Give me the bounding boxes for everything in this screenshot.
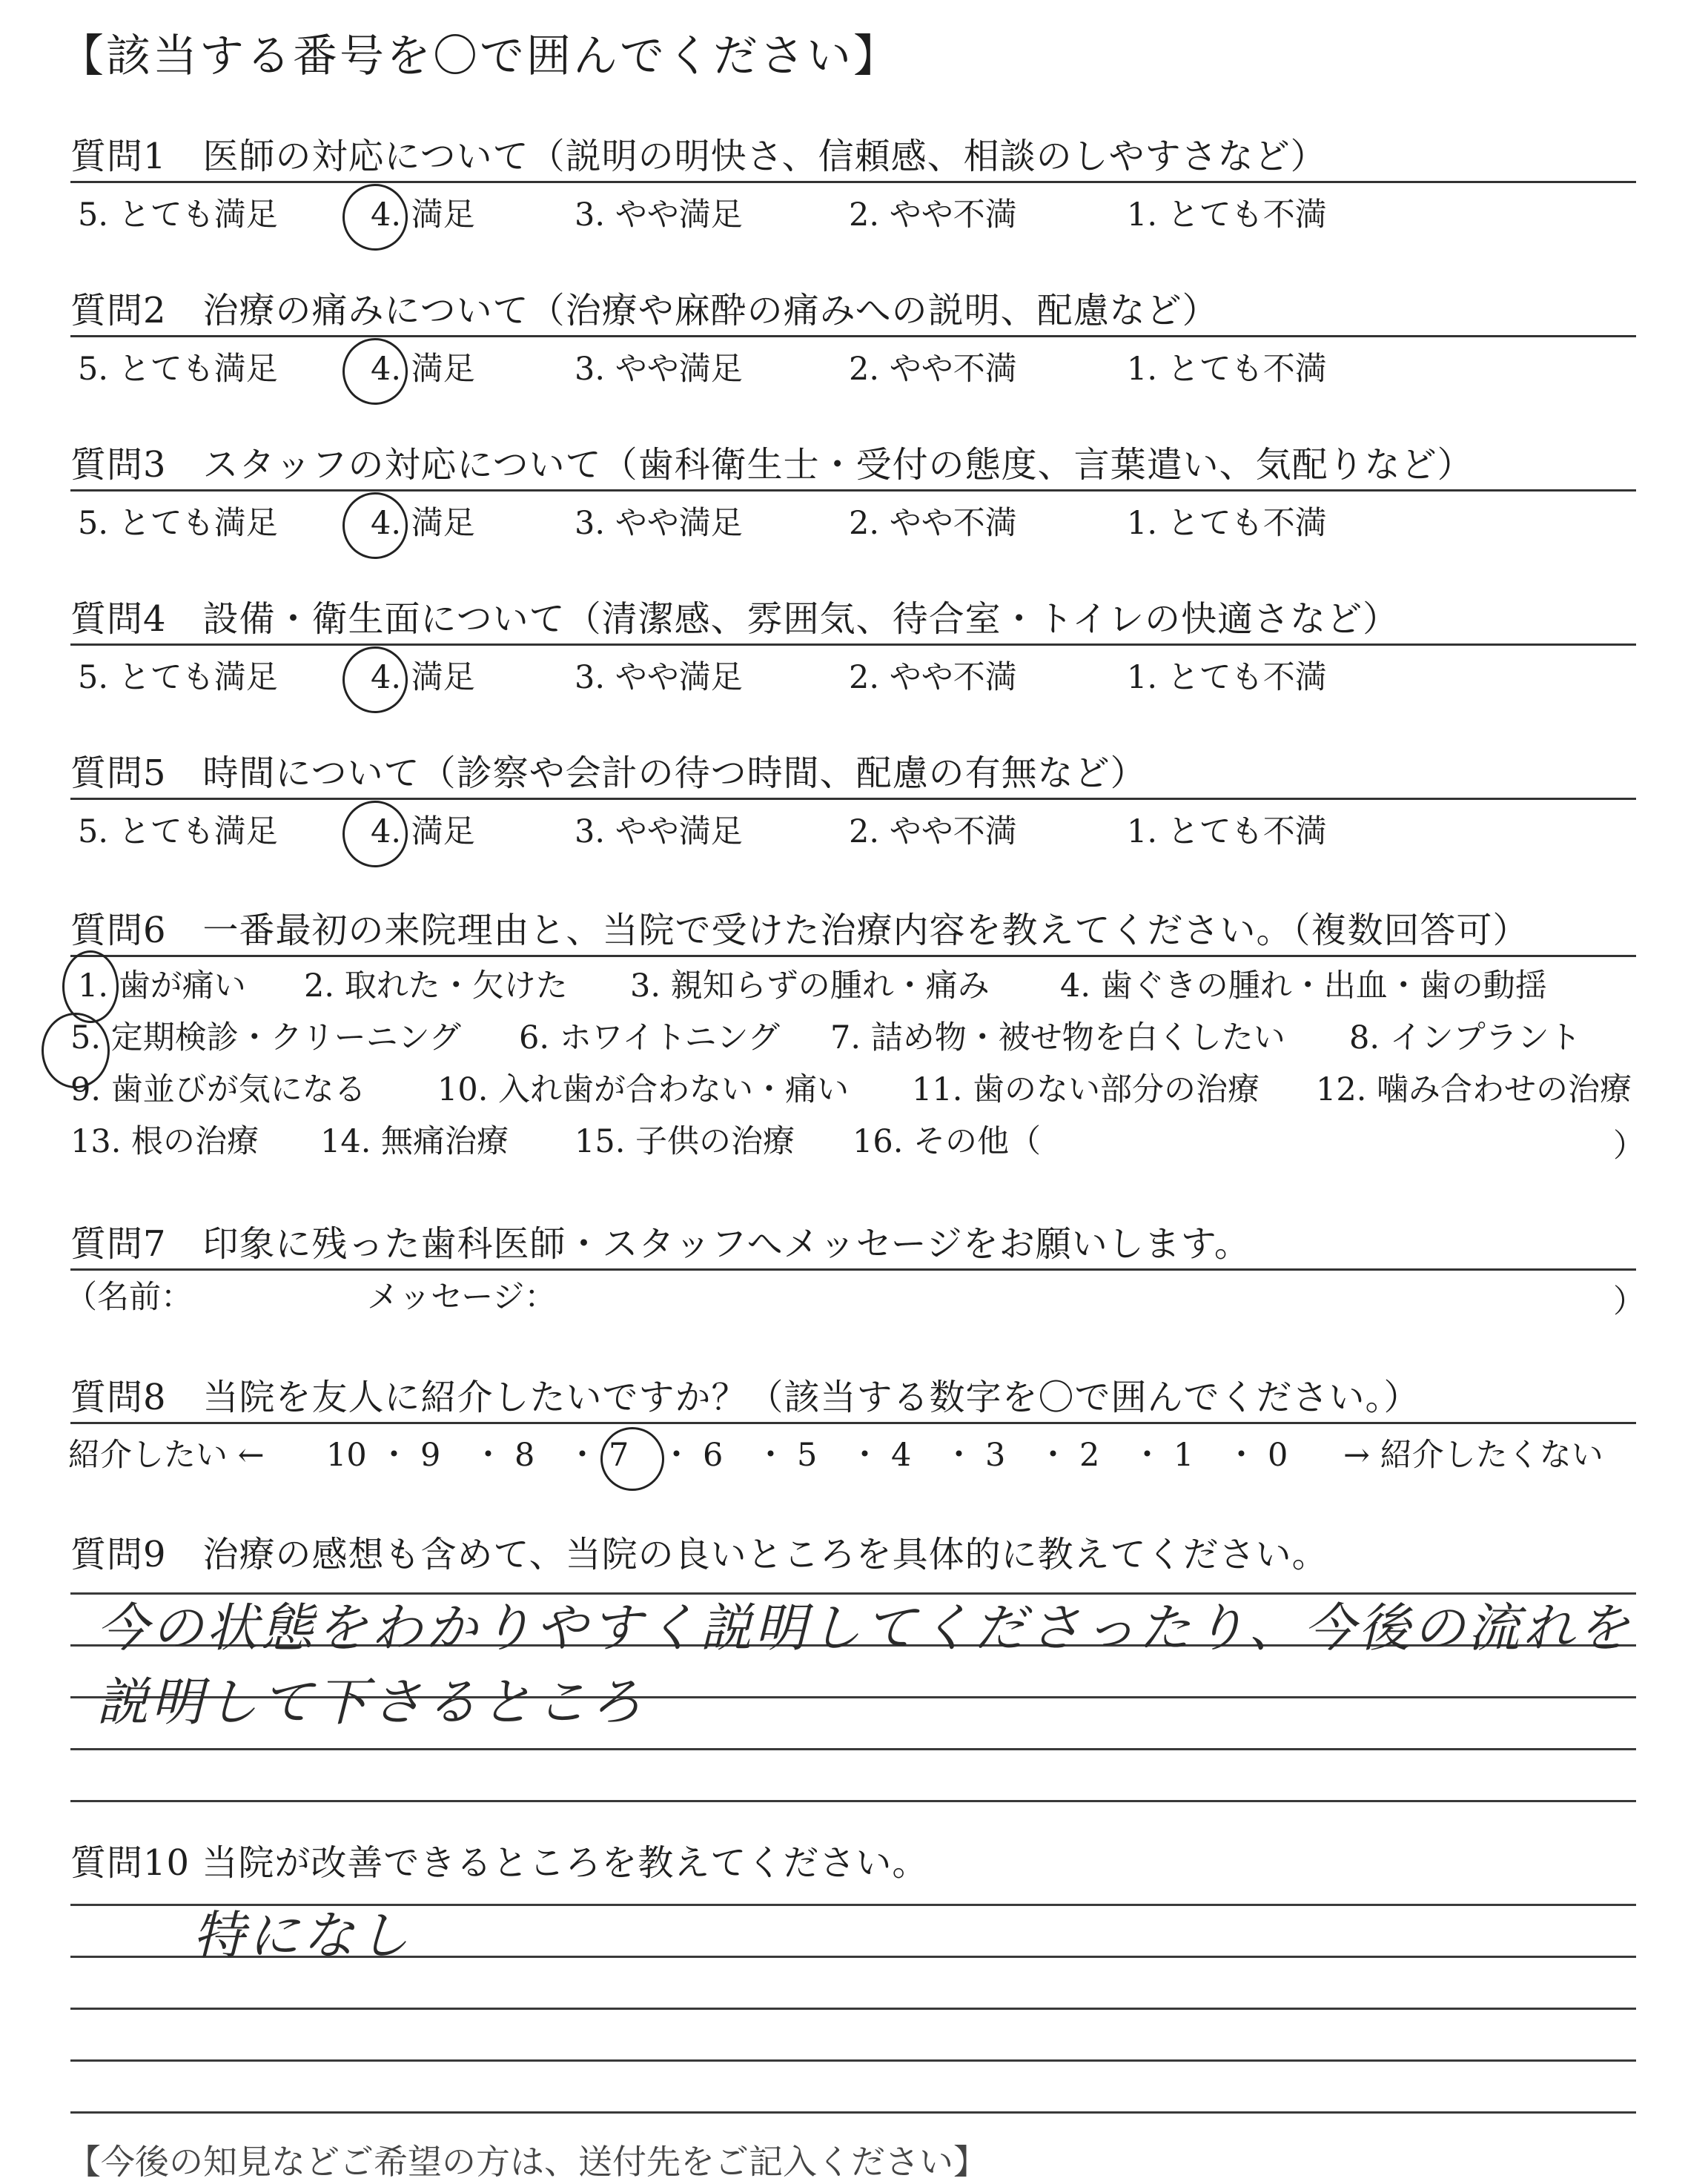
- rating-option-q4: 1. とても不満: [1127, 659, 1327, 696]
- rating-option-q2: 3. やや満足: [575, 351, 743, 388]
- question-7: [70, 1220, 1636, 1268]
- answer-line: [70, 1800, 1636, 1802]
- handwritten-answer-line-1: 特になし: [193, 1905, 412, 1966]
- reason-option: 7. 詰め物・被せ物を白くしたい: [830, 1019, 1285, 1056]
- answer-line: [70, 2059, 1636, 2062]
- question-8-heading: 質問8 当院を友人に紹介したいですか？（該当する数字を〇で囲んでください。）: [70, 1377, 1420, 1418]
- divider: [70, 955, 1636, 957]
- rating-option-q5: 5. とても満足: [78, 813, 278, 850]
- rating-option-q4: 3. やや満足: [575, 659, 743, 696]
- rating-option-q3: 3. やや満足: [575, 505, 743, 542]
- rating-option-q4: 4. 満足: [371, 659, 475, 696]
- scale-separator: ・: [849, 1437, 881, 1474]
- selection-circle-7: [600, 1427, 664, 1491]
- question-9: [70, 1530, 1636, 1579]
- question-6: [70, 906, 1636, 955]
- scale-number: 7: [609, 1437, 629, 1474]
- selection-circle-q4: [342, 646, 408, 713]
- question-4-heading: 質問4 設備・衛生面について（清潔感、雰囲気、待合室・トイレの快適さなど）: [70, 598, 1400, 640]
- reason-option: 15. 子供の治療: [575, 1123, 795, 1160]
- question-10-heading: 質問10 当院が改善できるところを教えてください。: [70, 1842, 929, 1884]
- scale-number: 5: [797, 1437, 818, 1474]
- reason-option: 12. 噛み合わせの治療: [1316, 1071, 1632, 1108]
- message-close-paren: ）: [1613, 1283, 1645, 1320]
- question-9-heading: 質問9 治療の感想も含めて、当院の良いところを具体的に教えてください。: [70, 1534, 1328, 1575]
- scale-number: 2: [1079, 1437, 1100, 1474]
- scale-separator: ・: [1131, 1437, 1163, 1474]
- scale-number: 3: [985, 1437, 1006, 1474]
- selection-circle-q3: [342, 492, 408, 559]
- divider: [70, 798, 1636, 800]
- question-10: [70, 1839, 1636, 1887]
- question-2-heading: 質問2 治療の痛みについて（治療や麻酔の痛みへの説明、配慮など）: [70, 290, 1219, 331]
- scale-number: 4: [891, 1437, 912, 1474]
- reason-option: 3. 親知らずの腫れ・痛み: [630, 967, 990, 1005]
- handwritten-answer-line-1: 今の状態をわかりやすく説明してくださったり、今後の流れを: [96, 1598, 1632, 1658]
- scale-number: 9: [420, 1437, 441, 1474]
- reason-option: 4. 歯ぐきの腫れ・出血・歯の動揺: [1060, 967, 1547, 1005]
- reason-option: 16. その他（: [853, 1123, 1042, 1160]
- question-1: [70, 132, 1636, 181]
- divider: [70, 1268, 1636, 1271]
- handwritten-answer-line-2: 説明して下さるところ: [96, 1672, 645, 1733]
- rating-option-q4: 2. やや不満: [849, 659, 1017, 696]
- divider: [70, 489, 1636, 492]
- recommend-left-label: 紹介したい ←: [68, 1437, 265, 1474]
- recommend-right-label: → 紹介したくない: [1343, 1437, 1603, 1474]
- rating-option-q5: 3. やや満足: [575, 813, 743, 850]
- scale-separator: ・: [661, 1437, 692, 1474]
- selection-circle-q2: [342, 338, 408, 405]
- divider: [70, 335, 1636, 337]
- scale-separator: ・: [1037, 1437, 1069, 1474]
- reason-option: 11. 歯のない部分の治療: [912, 1071, 1260, 1108]
- rating-option-q3: 2. やや不満: [849, 505, 1017, 542]
- rating-option-q1: 4. 満足: [371, 196, 475, 234]
- divider: [70, 181, 1636, 183]
- rating-option-q5: 1. とても不満: [1127, 813, 1327, 850]
- selection-circle-q1: [342, 184, 408, 251]
- question-1-heading: 質問1 医師の対応について（説明の明快さ、信頼感、相談のしやすさなど）: [70, 136, 1327, 177]
- scale-separator: ・: [566, 1437, 598, 1474]
- question-3: [70, 440, 1636, 489]
- scale-separator: ・: [378, 1437, 410, 1474]
- question-5: [70, 749, 1636, 798]
- scale-number: 10: [326, 1437, 367, 1474]
- question-7-heading: 質問7 印象に残った歯科医師・スタッフへメッセージをお願いします。: [70, 1223, 1251, 1265]
- reason-option: 5. 定期検診・クリーニング: [70, 1019, 461, 1056]
- answer-line: [70, 2008, 1636, 2010]
- rating-option-q1: 1. とても不満: [1127, 196, 1327, 234]
- question-6-heading: 質問6 一番最初の来院理由と、当院で受けた治療内容を教えてください。（複数回答可）: [70, 910, 1529, 951]
- question-5-heading: 質問5 時間について（診察や会計の待つ時間、配慮の有無など）: [70, 752, 1147, 794]
- rating-option-q5: 2. やや不満: [849, 813, 1017, 850]
- name-label: （名前：: [65, 1279, 193, 1316]
- selection-circle-q5: [342, 801, 408, 867]
- reason-option: 14. 無痛治療: [320, 1123, 509, 1160]
- question-8: [70, 1373, 1636, 1422]
- scale-number: 1: [1174, 1437, 1194, 1474]
- rating-option-q5: 4. 満足: [371, 813, 475, 850]
- page-title: 【該当する番号を〇で囲んでください】: [59, 30, 900, 82]
- rating-option-q2: 2. やや不満: [849, 351, 1017, 388]
- question-2: [70, 286, 1636, 335]
- answer-line: [70, 1748, 1636, 1750]
- rating-option-q2: 4. 満足: [371, 351, 475, 388]
- divider: [70, 1422, 1636, 1424]
- rating-option-q2: 5. とても満足: [78, 351, 278, 388]
- scale-separator: ・: [943, 1437, 975, 1474]
- rating-option-q3: 5. とても満足: [78, 505, 278, 542]
- reason-option: 2. 取れた・欠けた: [304, 967, 568, 1005]
- reason-option: 9. 歯並びが気になる: [70, 1071, 366, 1108]
- rating-option-q3: 4. 満足: [371, 505, 475, 542]
- scale-number: 6: [703, 1437, 724, 1474]
- message-label: メッセージ：: [367, 1279, 557, 1316]
- scale-number: 8: [514, 1437, 535, 1474]
- scale-separator: ・: [472, 1437, 504, 1474]
- question-3-heading: 質問3 スタッフの対応について（歯科衛生士・受付の態度、言葉遣い、気配りなど）: [70, 444, 1474, 486]
- other-close-paren: ）: [1613, 1128, 1645, 1165]
- reason-option: 1. 歯が痛い: [78, 967, 246, 1005]
- scale-separator: ・: [1225, 1437, 1257, 1474]
- divider: [70, 643, 1636, 646]
- answer-line: [70, 2111, 1636, 2114]
- reason-option: 10. 入れ歯が合わない・痛い: [437, 1071, 850, 1108]
- rating-option-q1: 5. とても満足: [78, 196, 278, 234]
- selection-circle-5: [42, 1013, 110, 1088]
- footer-partial: 【今後の知見などご希望の方は、送付先をご記入ください】: [67, 2142, 987, 2182]
- scale-separator: ・: [755, 1437, 787, 1474]
- rating-option-q4: 5. とても満足: [78, 659, 278, 696]
- reason-option: 13. 根の治療: [70, 1123, 259, 1160]
- reason-option: 8. インプラント: [1349, 1019, 1581, 1056]
- reason-option: 6. ホワイトニング: [519, 1019, 780, 1056]
- rating-option-q1: 2. やや不満: [849, 196, 1017, 234]
- scale-number: 0: [1268, 1437, 1288, 1474]
- rating-option-q1: 3. やや満足: [575, 196, 743, 234]
- question-4: [70, 595, 1636, 643]
- selection-circle-1: [62, 950, 119, 1023]
- rating-option-q3: 1. とても不満: [1127, 505, 1327, 542]
- rating-option-q2: 1. とても不満: [1127, 351, 1327, 388]
